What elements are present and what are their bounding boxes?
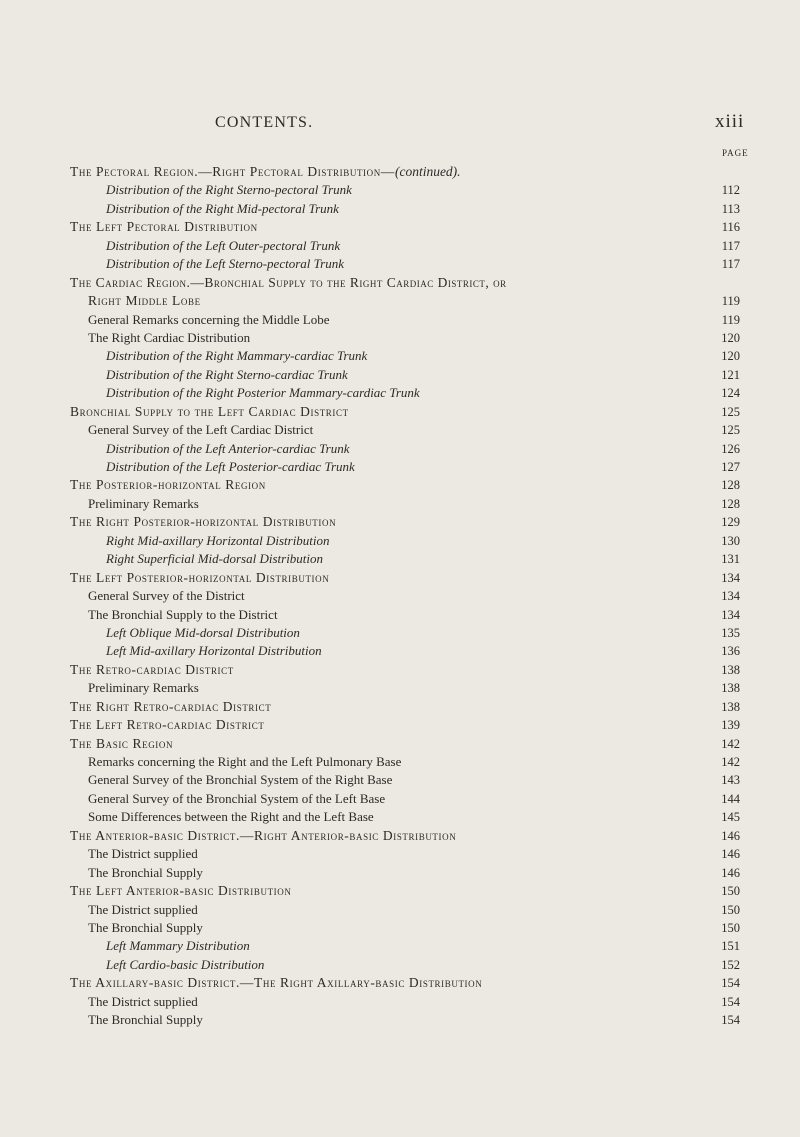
toc-entry-title: Some Differences between the Right and the Left Base [88, 808, 378, 826]
toc-entry [70, 735, 740, 753]
toc-entry-page: 127 [721, 460, 740, 474]
toc-entry-page: 135 [721, 625, 740, 640]
toc-entry-title: Distribution of the Right Mid-pectoral Trunk [106, 200, 343, 218]
toc-entry-page: 120 [721, 349, 740, 364]
toc-entry-title: The Bronchial Supply to the District [88, 606, 282, 624]
toc-entry-title: The Anterior-basic District.—Right Anterior-basic Distribution [70, 827, 460, 845]
toc-entry-title: Distribution of the Right Sterno-pectoral Trunk [106, 181, 356, 199]
toc-entry-title: The Right Posterior-horizontal Distribution [70, 513, 340, 531]
toc-entry-title: Distribution of the Right Mammary-cardiac Trunk [106, 347, 371, 365]
toc-entry-page: 116 [721, 220, 740, 235]
toc-entry-page: 131 [721, 552, 740, 567]
toc-entry-title: Preliminary Remarks [88, 495, 203, 513]
toc-entry-title: The Axillary-basic District.—The Right Axillary-basic Distribution [70, 974, 486, 992]
toc-entry [70, 956, 740, 974]
toc-entry-title: The Bronchial Supply [88, 1011, 207, 1029]
toc-entry-title: Right Middle Lobe [88, 292, 205, 310]
toc-entry-title: Distribution of the Left Anterior-cardiac Trunk [106, 440, 354, 458]
toc-entry [70, 311, 740, 329]
toc-entry-title: Bronchial Supply to the Left Cardiac District [70, 403, 353, 421]
toc-entry-suffix: (continued). [394, 164, 461, 179]
toc-entry-page: 154 [721, 976, 740, 991]
toc-entry-page: 143 [721, 773, 740, 788]
toc-entry-page: 144 [721, 791, 740, 806]
toc-entry [70, 218, 740, 236]
toc-entry-page: 142 [721, 736, 740, 751]
toc-entry-page: 128 [721, 496, 740, 511]
toc-entry-page: 150 [721, 920, 740, 935]
toc-entry-title: Distribution of the Left Outer-pectoral Trunk [106, 237, 344, 255]
table-of-contents [70, 163, 740, 1030]
toc-entry [70, 200, 740, 218]
toc-entry-title: The District supplied [88, 845, 202, 863]
toc-entry-page: 142 [721, 755, 740, 769]
toc-entry [70, 808, 740, 826]
toc-entry [70, 716, 740, 734]
toc-entry-title: Distribution of the Left Sterno-pectoral Trunk [106, 255, 348, 273]
toc-entry [70, 274, 740, 292]
toc-entry-page: 146 [721, 847, 740, 862]
toc-entry [70, 513, 740, 531]
toc-entry-title: The Left Anterior-basic Distribution [70, 882, 295, 900]
toc-entry-title: The Bronchial Supply [88, 864, 207, 882]
toc-entry [70, 845, 740, 863]
toc-entry-page: 121 [721, 367, 740, 382]
toc-entry [70, 329, 740, 347]
toc-entry [70, 606, 740, 624]
toc-entry [70, 292, 740, 310]
running-head-title: CONTENTS. [215, 114, 314, 131]
toc-entry-page: 146 [721, 865, 740, 880]
toc-entry [70, 255, 740, 273]
toc-entry-page: 150 [721, 902, 740, 917]
page-column-label: PAGE [722, 148, 749, 158]
toc-entry-title: Distribution of the Right Sterno-cardiac Trunk [106, 366, 352, 384]
toc-entry-page: 130 [721, 533, 740, 548]
toc-entry [70, 384, 740, 402]
toc-entry-page: 128 [721, 478, 740, 493]
toc-entry [70, 882, 740, 900]
toc-entry-page: 117 [721, 238, 740, 253]
toc-entry [70, 661, 740, 679]
toc-entry-page: 145 [721, 810, 740, 825]
toc-entry [70, 974, 740, 992]
toc-entry-title: The District supplied [88, 901, 202, 919]
toc-entry [70, 919, 740, 937]
toc-entry-page: 134 [721, 589, 740, 604]
toc-entry-page: 120 [721, 330, 740, 345]
toc-entry-page: 154 [721, 1013, 740, 1028]
toc-entry [70, 624, 740, 642]
toc-entry [70, 790, 740, 808]
toc-entry-title: The Left Retro-cardiac District [70, 716, 268, 734]
toc-entry-page: 154 [721, 994, 740, 1009]
toc-entry-page: 129 [721, 515, 740, 530]
toc-entry [70, 937, 740, 955]
toc-entry-page: 151 [721, 939, 740, 954]
toc-entry-title: General Remarks concerning the Middle Lobe [88, 311, 334, 329]
toc-entry-page: 134 [721, 607, 740, 622]
toc-entry-page: 117 [721, 257, 740, 272]
toc-entry-title: The Pectoral Region.—Right Pectoral Distribution—(continued). [70, 163, 461, 181]
toc-entry-title: General Survey of the Bronchial System of the Left Base [88, 790, 389, 808]
toc-entry [70, 532, 740, 550]
toc-entry [70, 771, 740, 789]
toc-entry-title: Right Mid-axillary Horizontal Distribution [106, 532, 334, 550]
toc-entry-title: Left Mammary Distribution [106, 937, 254, 955]
toc-entry [70, 181, 740, 199]
toc-entry-title: Preliminary Remarks [88, 679, 203, 697]
toc-entry-title: Right Superficial Mid-dorsal Distribution [106, 550, 327, 568]
toc-entry [70, 163, 740, 181]
toc-entry [70, 550, 740, 568]
toc-entry-page: 124 [721, 386, 740, 401]
toc-entry-page: 138 [721, 699, 740, 714]
toc-entry [70, 753, 740, 771]
toc-entry-title: The Right Retro-cardiac District [70, 698, 275, 716]
toc-entry [70, 1011, 740, 1029]
toc-entry [70, 237, 740, 255]
toc-entry-title: The District supplied [88, 993, 202, 1011]
toc-entry [70, 366, 740, 384]
toc-entry-page: 125 [721, 423, 740, 438]
toc-entry-title: The Retro-cardiac District [70, 661, 238, 679]
toc-entry-title: The Cardiac Region.—Bronchial Supply to the Right Cardiac District, or [70, 274, 507, 292]
toc-entry [70, 864, 740, 882]
page-number: xiii [715, 111, 745, 132]
toc-entry [70, 421, 740, 439]
toc-entry-title: Distribution of the Right Posterior Mammary-cardiac Trunk [106, 384, 424, 402]
toc-entry-title: General Survey of the Left Cardiac District [88, 421, 317, 439]
toc-entry-title: Left Oblique Mid-dorsal Distribution [106, 624, 304, 642]
toc-entry [70, 698, 740, 716]
toc-entry [70, 993, 740, 1011]
toc-entry-page: 112 [721, 183, 740, 198]
toc-entry-page: 119 [721, 294, 740, 309]
toc-entry [70, 476, 740, 494]
toc-entry-title: The Posterior-horizontal Region [70, 476, 270, 494]
toc-entry-title: Remarks concerning the Right and the Left Pulmonary Base [88, 753, 405, 771]
toc-entry-title: The Bronchial Supply [88, 919, 207, 937]
toc-entry [70, 642, 740, 660]
toc-entry [70, 440, 740, 458]
toc-entry [70, 587, 740, 605]
toc-entry-page: 146 [721, 828, 740, 843]
toc-entry-page: 113 [721, 201, 740, 216]
toc-entry-page: 138 [721, 662, 740, 677]
toc-entry-page: 136 [721, 644, 740, 659]
toc-entry-page: 152 [721, 957, 740, 972]
toc-entry-title: General Survey of the Bronchial System of the Right Base [88, 771, 396, 789]
toc-entry-page: 138 [721, 681, 740, 696]
toc-entry [70, 347, 740, 365]
toc-entry-page: 134 [721, 570, 740, 585]
toc-entry-title: General Survey of the District [88, 587, 249, 605]
toc-entry [70, 901, 740, 919]
toc-entry-title: The Left Posterior-horizontal Distribution [70, 569, 333, 587]
toc-entry [70, 458, 740, 476]
toc-entry-title: Left Mid-axillary Horizontal Distribution [106, 642, 326, 660]
toc-entry [70, 495, 740, 513]
toc-entry [70, 827, 740, 845]
toc-entry-page: 150 [721, 884, 740, 899]
toc-entry [70, 679, 740, 697]
toc-entry-title: Left Cardio-basic Distribution [106, 956, 268, 974]
toc-entry-title: The Left Pectoral Distribution [70, 218, 262, 236]
toc-entry-title: Distribution of the Left Posterior-cardiac Trunk [106, 458, 359, 476]
toc-entry-page: 139 [721, 718, 740, 733]
toc-entry [70, 403, 740, 421]
toc-entry-title: The Right Cardiac Distribution [88, 329, 254, 347]
toc-entry-page: 125 [721, 404, 740, 419]
toc-entry [70, 569, 740, 587]
toc-entry-page: 126 [721, 441, 740, 456]
toc-entry-title: The Basic Region [70, 735, 177, 753]
toc-entry-page: 119 [721, 312, 740, 327]
